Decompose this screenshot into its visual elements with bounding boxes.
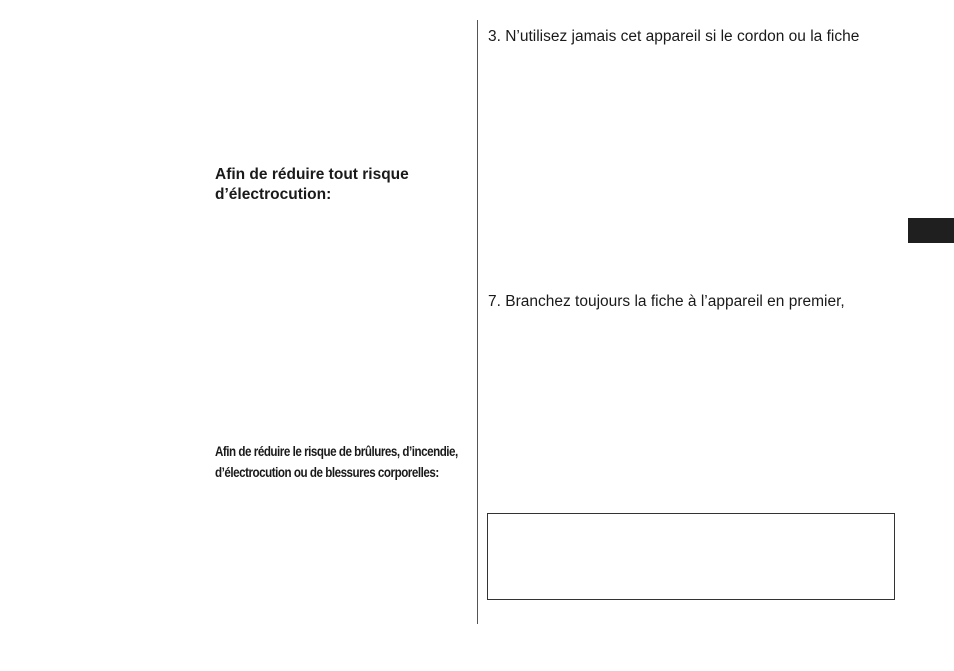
column-divider bbox=[477, 20, 478, 624]
instruction-item-3: 3. N’utilisez jamais cet appareil si le cordon ou la fiche bbox=[488, 28, 860, 45]
heading-burn-fire-risk bbox=[215, 441, 458, 483]
notice-box bbox=[487, 513, 895, 600]
heading-burns-line-1: Afin de réduire le risque de brûlures, d’incendie, bbox=[215, 444, 458, 459]
heading-electrocution-risk bbox=[215, 165, 465, 205]
heading-electrocution-line-2: d’électrocution: bbox=[215, 186, 332, 203]
heading-burns-line-2: d’électrocution ou de blessures corporelles: bbox=[215, 465, 439, 480]
instruction-item-7: 7. Branchez toujours la fiche à l’appareil en premier, bbox=[488, 293, 845, 310]
section-tab-marker bbox=[908, 218, 954, 243]
heading-electrocution-line-1: Afin de réduire tout risque bbox=[215, 166, 409, 183]
